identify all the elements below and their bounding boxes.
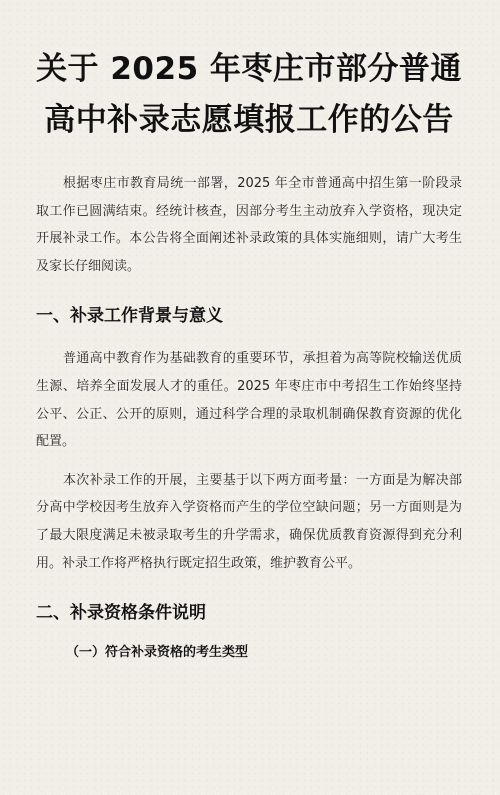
section-1-heading: 一、补录工作背景与意义 bbox=[36, 306, 223, 327]
section-1-paragraph-1: 普通高中教育作为基础教育的重要环节，承担着为高等院校输送优质生源、培养全面发展人才的重任。2025 年枣庄市中考招生工作始终坚持公平、公正、公开的原则，通过科学合理的录取机制确保教育资源的优化配置。 bbox=[36, 351, 462, 450]
title-line-1: 关于 2025 年枣庄市部分普通 bbox=[36, 51, 462, 87]
title-line-2: 高中补录志愿填报工作的公告 bbox=[44, 102, 454, 138]
section-2-subheading: （一）符合补录资格的考生类型 bbox=[66, 645, 249, 661]
document-title bbox=[36, 44, 462, 146]
section-1-paragraph-2: 本次补录工作的开展，主要基于以下两方面考量：一方面是为解决部分高中学校因考生放弃入学资格而产生的学位空缺问题；另一方面则是为了最大限度满足未被录取考生的升学需求，确保优质教育资源得到充分利用。补录工作将严格执行既定招生政策，维护教育公平。 bbox=[36, 472, 462, 571]
section-2-heading: 二、补录资格条件说明 bbox=[36, 603, 206, 624]
intro-paragraph: 根据枣庄市教育局统一部署，2025 年全市普通高中招生第一阶段录取工作已圆满结束。经统计核查，因部分考生主动放弃入学资格，现决定开展补录工作。本公告将全面阐述补录政策的具体实施细则，请广大考生及家长仔细阅读。 bbox=[36, 176, 462, 274]
